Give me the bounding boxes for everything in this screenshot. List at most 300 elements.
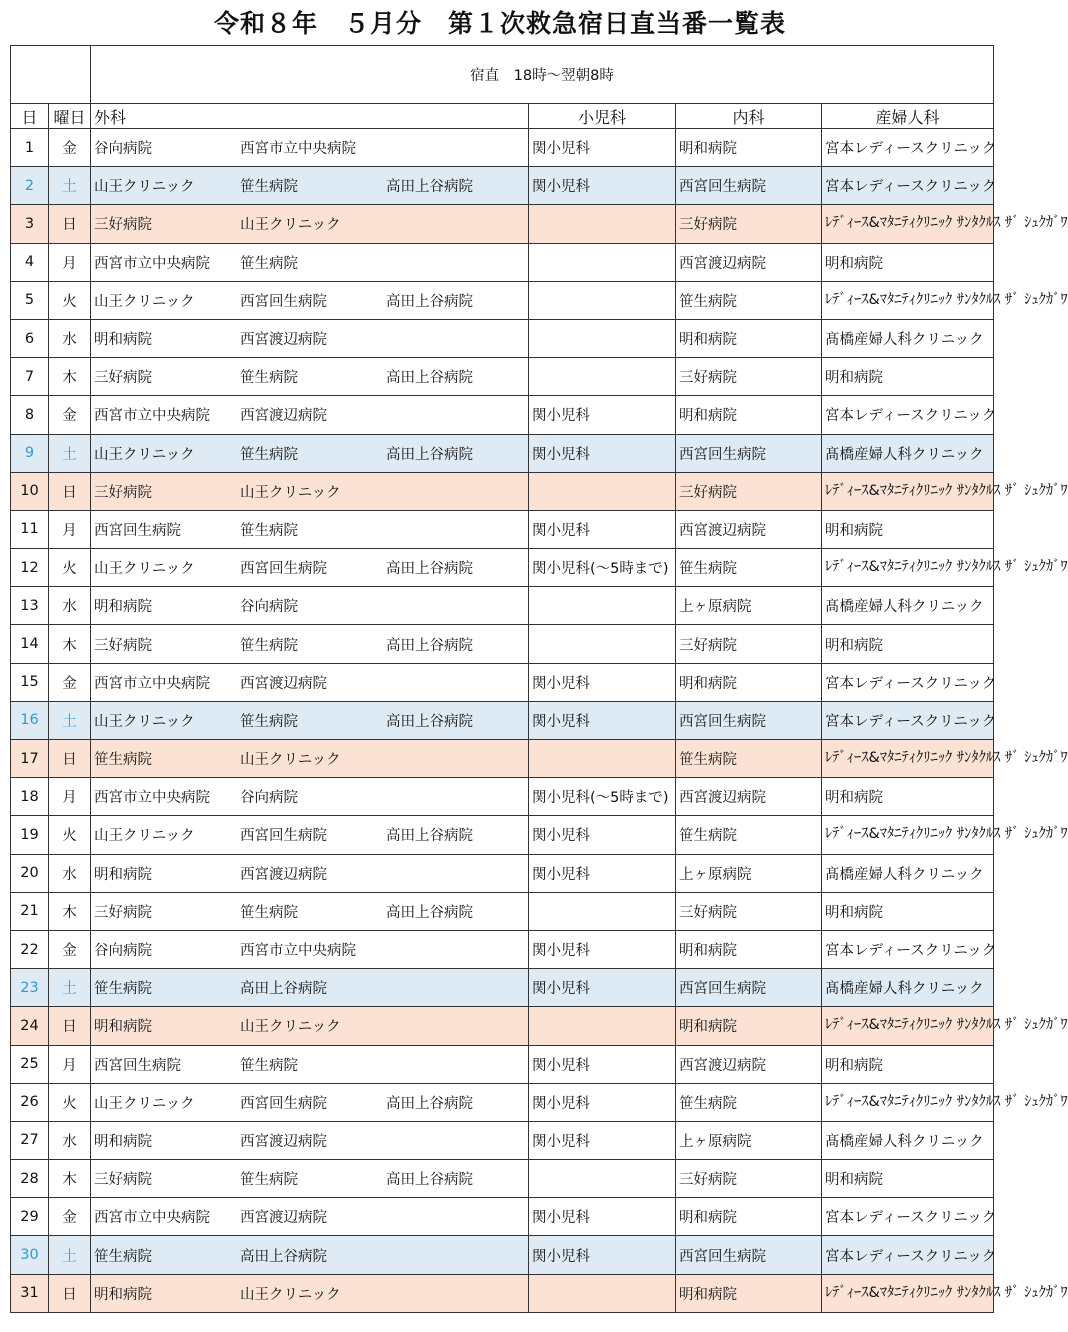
weekday-cell: 土 <box>49 434 91 472</box>
table-row <box>11 510 994 548</box>
surgery-cell <box>91 1198 529 1236</box>
surgery-hospital-1: 明和病院 <box>94 1019 152 1036</box>
surgery-cell <box>91 1121 529 1159</box>
obgyn-cell: 髙橋産婦人科クリニック <box>822 854 994 892</box>
weekday-cell: 月 <box>49 510 91 548</box>
internal-medicine-cell: 明和病院 <box>676 930 822 968</box>
weekday-cell: 日 <box>49 740 91 778</box>
header-row-banner <box>11 46 994 104</box>
surgery-cell <box>91 1045 529 1083</box>
surgery-hospital-1: 三好病院 <box>94 217 152 234</box>
internal-medicine-cell: 西宮回生病院 <box>676 969 822 1007</box>
pediatrics-cell: 関小児科 <box>529 129 676 167</box>
surgery-cell <box>91 281 529 319</box>
day-number-cell: 13 <box>11 587 49 625</box>
obgyn-cell: ﾚﾃﾞｨｰｽ&ﾏﾀﾆﾃｨｸﾘﾆｯｸ ｻﾝﾀｸﾙｽ ｻﾞ ｼｭｸｶﾞﾜ <box>822 1007 994 1045</box>
obgyn-cell: ﾚﾃﾞｨｰｽ&ﾏﾀﾆﾃｨｸﾘﾆｯｸ ｻﾝﾀｸﾙｽ ｻﾞ ｼｭｸｶﾞﾜ <box>822 281 994 319</box>
internal-medicine-cell: 西宮渡辺病院 <box>676 510 822 548</box>
surgery-hospital-1: 西宮回生病院 <box>94 522 181 539</box>
surgery-hospital-1: 西宮市立中央病院 <box>94 790 210 807</box>
table-row <box>11 396 994 434</box>
surgery-cell <box>91 663 529 701</box>
surgery-hospital-2: 山王クリニック <box>240 217 341 234</box>
obgyn-cell: 宮本レディースクリニック <box>822 1236 994 1274</box>
surgery-cell <box>91 1274 529 1312</box>
pediatrics-cell: 関小児科 <box>529 1083 676 1121</box>
day-number-cell: 8 <box>11 396 49 434</box>
day-number-cell: 9 <box>11 434 49 472</box>
weekday-cell: 木 <box>49 892 91 930</box>
table-row <box>11 205 994 243</box>
day-number-cell: 28 <box>11 1160 49 1198</box>
day-number-cell: 24 <box>11 1007 49 1045</box>
surgery-cell <box>91 167 529 205</box>
table-row <box>11 434 994 472</box>
obgyn-cell: 宮本レディースクリニック <box>822 663 994 701</box>
internal-medicine-cell: 笹生病院 <box>676 740 822 778</box>
day-number-cell: 11 <box>11 510 49 548</box>
obgyn-cell: 明和病院 <box>822 1045 994 1083</box>
weekday-cell: 金 <box>49 129 91 167</box>
obgyn-cell: ﾚﾃﾞｨｰｽ&ﾏﾀﾆﾃｨｸﾘﾆｯｸ ｻﾝﾀｸﾙｽ ｻﾞ ｼｭｸｶﾞﾜ <box>822 1274 994 1312</box>
pediatrics-cell: 関小児科 <box>529 663 676 701</box>
surgery-cell <box>91 1007 529 1045</box>
day-number-cell: 1 <box>11 129 49 167</box>
table-row <box>11 930 994 968</box>
weekday-cell: 金 <box>49 663 91 701</box>
surgery-hospital-2: 笹生病院 <box>240 1057 298 1074</box>
internal-medicine-cell: 西宮渡辺病院 <box>676 1045 822 1083</box>
surgery-hospital-3: 高田上谷病院 <box>386 713 473 730</box>
surgery-cell <box>91 1083 529 1121</box>
obgyn-cell: 明和病院 <box>822 358 994 396</box>
weekday-cell: 水 <box>49 1121 91 1159</box>
surgery-cell <box>91 778 529 816</box>
weekday-cell: 水 <box>49 854 91 892</box>
surgery-hospital-2: 山王クリニック <box>240 1286 341 1303</box>
surgery-hospital-3: 高田上谷病院 <box>386 1095 473 1112</box>
pediatrics-cell <box>529 281 676 319</box>
pediatrics-cell: 関小児科 <box>529 167 676 205</box>
surgery-cell <box>91 1236 529 1274</box>
surgery-hospital-3: 高田上谷病院 <box>386 904 473 921</box>
surgery-hospital-2: 山王クリニック <box>240 1019 341 1036</box>
obgyn-header: 産婦人科 <box>822 104 994 129</box>
surgery-hospital-2: 山王クリニック <box>240 752 341 769</box>
weekday-cell: 金 <box>49 1198 91 1236</box>
internal-medicine-header: 内科 <box>676 104 822 129</box>
surgery-cell <box>91 129 529 167</box>
surgery-hospital-1: 西宮市立中央病院 <box>94 675 210 692</box>
surgery-hospital-2: 山王クリニック <box>240 484 341 501</box>
surgery-hospital-2: 笹生病院 <box>240 522 298 539</box>
pediatrics-cell <box>529 892 676 930</box>
weekday-cell: 木 <box>49 1160 91 1198</box>
surgery-cell <box>91 625 529 663</box>
internal-medicine-cell: 三好病院 <box>676 358 822 396</box>
day-number-cell: 23 <box>11 969 49 1007</box>
table-row <box>11 816 994 854</box>
table-row <box>11 1236 994 1274</box>
surgery-hospital-2: 西宮渡辺病院 <box>240 866 327 883</box>
table-row <box>11 625 994 663</box>
obgyn-cell: 髙橋産婦人科クリニック <box>822 587 994 625</box>
pediatrics-cell <box>529 625 676 663</box>
surgery-hospital-2: 西宮回生病院 <box>240 561 327 578</box>
surgery-hospital-2: 笹生病院 <box>240 1172 298 1189</box>
surgery-hospital-1: 西宮回生病院 <box>94 1057 181 1074</box>
table-row <box>11 243 994 281</box>
weekday-cell: 月 <box>49 243 91 281</box>
surgery-hospital-3: 高田上谷病院 <box>386 179 473 196</box>
internal-medicine-cell: 明和病院 <box>676 1007 822 1045</box>
surgery-hospital-1: 西宮市立中央病院 <box>94 1210 210 1227</box>
table-row <box>11 1274 994 1312</box>
surgery-hospital-1: 三好病院 <box>94 904 152 921</box>
obgyn-cell: 明和病院 <box>822 1160 994 1198</box>
surgery-hospital-3: 高田上谷病院 <box>386 828 473 845</box>
internal-medicine-cell: 三好病院 <box>676 892 822 930</box>
internal-medicine-cell: 三好病院 <box>676 472 822 510</box>
day-number-cell: 7 <box>11 358 49 396</box>
day-number-cell: 5 <box>11 281 49 319</box>
night-duty-banner: 宿直 18時～翌朝8時 <box>91 46 994 104</box>
pediatrics-cell: 関小児科 <box>529 854 676 892</box>
internal-medicine-cell: 笹生病院 <box>676 281 822 319</box>
obgyn-cell: ﾚﾃﾞｨｰｽ&ﾏﾀﾆﾃｨｸﾘﾆｯｸ ｻﾝﾀｸﾙｽ ｻﾞ ｼｭｸｶﾞﾜ <box>822 205 994 243</box>
internal-medicine-cell: 明和病院 <box>676 396 822 434</box>
obgyn-cell: ﾚﾃﾞｨｰｽ&ﾏﾀﾆﾃｨｸﾘﾆｯｸ ｻﾝﾀｸﾙｽ ｻﾞ ｼｭｸｶﾞﾜ <box>822 472 994 510</box>
pediatrics-cell <box>529 243 676 281</box>
pediatrics-header: 小児科 <box>529 104 676 129</box>
pediatrics-cell <box>529 205 676 243</box>
surgery-hospital-2: 笹生病院 <box>240 637 298 654</box>
internal-medicine-cell: 三好病院 <box>676 625 822 663</box>
surgery-cell <box>91 510 529 548</box>
internal-medicine-cell: 西宮渡辺病院 <box>676 778 822 816</box>
surgery-hospital-1: 山王クリニック <box>94 293 195 310</box>
day-number-cell: 27 <box>11 1121 49 1159</box>
obgyn-cell: 明和病院 <box>822 510 994 548</box>
internal-medicine-cell: 西宮回生病院 <box>676 434 822 472</box>
weekday-cell: 火 <box>49 816 91 854</box>
surgery-hospital-2: 西宮渡辺病院 <box>240 675 327 692</box>
day-number-cell: 19 <box>11 816 49 854</box>
pediatrics-cell <box>529 319 676 357</box>
weekday-cell: 土 <box>49 701 91 739</box>
surgery-hospital-1: 明和病院 <box>94 599 152 616</box>
weekday-cell: 火 <box>49 549 91 587</box>
surgery-hospital-2: 笹生病院 <box>240 713 298 730</box>
surgery-hospital-2: 西宮回生病院 <box>240 828 327 845</box>
surgery-hospital-1: 山王クリニック <box>94 561 195 578</box>
surgery-hospital-1: 山王クリニック <box>94 713 195 730</box>
day-number-cell: 10 <box>11 472 49 510</box>
internal-medicine-cell: 上ヶ原病院 <box>676 1121 822 1159</box>
internal-medicine-cell: 西宮回生病院 <box>676 1236 822 1274</box>
day-number-cell: 31 <box>11 1274 49 1312</box>
internal-medicine-cell: 明和病院 <box>676 319 822 357</box>
pediatrics-cell <box>529 358 676 396</box>
pediatrics-cell: 関小児科 <box>529 434 676 472</box>
surgery-cell <box>91 472 529 510</box>
weekday-cell: 日 <box>49 1007 91 1045</box>
surgery-hospital-2: 笹生病院 <box>240 255 298 272</box>
day-number-cell: 21 <box>11 892 49 930</box>
obgyn-cell: 明和病院 <box>822 778 994 816</box>
table-row <box>11 663 994 701</box>
surgery-hospital-2: 谷向病院 <box>240 599 298 616</box>
table-row <box>11 1198 994 1236</box>
surgery-hospital-1: 谷向病院 <box>94 141 152 158</box>
table-row <box>11 1160 994 1198</box>
pediatrics-cell: 関小児科 <box>529 701 676 739</box>
table-row <box>11 1007 994 1045</box>
weekday-cell: 月 <box>49 1045 91 1083</box>
day-number-cell: 12 <box>11 549 49 587</box>
surgery-hospital-2: 高田上谷病院 <box>240 1248 327 1265</box>
surgery-cell <box>91 892 529 930</box>
surgery-hospital-2: 西宮渡辺病院 <box>240 1210 327 1227</box>
surgery-hospital-2: 笹生病院 <box>240 446 298 463</box>
obgyn-cell: 髙橋産婦人科クリニック <box>822 969 994 1007</box>
day-number-cell: 30 <box>11 1236 49 1274</box>
internal-medicine-cell: 明和病院 <box>676 129 822 167</box>
obgyn-cell: ﾚﾃﾞｨｰｽ&ﾏﾀﾆﾃｨｸﾘﾆｯｸ ｻﾝﾀｸﾙｽ ｻﾞ ｼｭｸｶﾞﾜ <box>822 549 994 587</box>
surgery-hospital-1: 明和病院 <box>94 332 152 349</box>
obgyn-cell: 宮本レディースクリニック <box>822 129 994 167</box>
table-row <box>11 587 994 625</box>
table-row <box>11 701 994 739</box>
table-row <box>11 281 994 319</box>
surgery-hospital-1: 笹生病院 <box>94 981 152 998</box>
obgyn-cell: 髙橋産婦人科クリニック <box>822 319 994 357</box>
obgyn-cell: 宮本レディースクリニック <box>822 167 994 205</box>
pediatrics-cell <box>529 587 676 625</box>
surgery-hospital-2: 西宮回生病院 <box>240 1095 327 1112</box>
obgyn-cell: 明和病院 <box>822 892 994 930</box>
surgery-cell <box>91 358 529 396</box>
weekday-cell: 日 <box>49 205 91 243</box>
surgery-hospital-1: 明和病院 <box>94 1133 152 1150</box>
day-number-cell: 16 <box>11 701 49 739</box>
day-number-cell: 6 <box>11 319 49 357</box>
surgery-cell <box>91 205 529 243</box>
table-row <box>11 1083 994 1121</box>
pediatrics-cell: 関小児科(～5時まで) <box>529 778 676 816</box>
internal-medicine-cell: 笹生病院 <box>676 816 822 854</box>
obgyn-cell: 宮本レディースクリニック <box>822 1198 994 1236</box>
surgery-hospital-2: 西宮市立中央病院 <box>240 141 356 158</box>
day-number-cell: 15 <box>11 663 49 701</box>
pediatrics-cell: 関小児科 <box>529 1121 676 1159</box>
surgery-hospital-2: 笹生病院 <box>240 179 298 196</box>
weekday-cell: 金 <box>49 930 91 968</box>
weekday-cell: 金 <box>49 396 91 434</box>
surgery-hospital-2: 笹生病院 <box>240 370 298 387</box>
pediatrics-cell: 関小児科(～5時まで) <box>529 549 676 587</box>
pediatrics-cell <box>529 740 676 778</box>
pediatrics-cell <box>529 1007 676 1045</box>
weekday-cell: 日 <box>49 1274 91 1312</box>
surgery-cell <box>91 740 529 778</box>
surgery-cell <box>91 587 529 625</box>
internal-medicine-cell: 西宮渡辺病院 <box>676 243 822 281</box>
surgery-cell <box>91 396 529 434</box>
obgyn-cell: 明和病院 <box>822 243 994 281</box>
surgery-hospital-2: 高田上谷病院 <box>240 981 327 998</box>
day-number-cell: 4 <box>11 243 49 281</box>
day-number-cell: 20 <box>11 854 49 892</box>
pediatrics-cell: 関小児科 <box>529 1198 676 1236</box>
day-number-cell: 18 <box>11 778 49 816</box>
surgery-cell <box>91 434 529 472</box>
pediatrics-cell: 関小児科 <box>529 930 676 968</box>
surgery-hospital-3: 高田上谷病院 <box>386 370 473 387</box>
surgery-hospital-1: 山王クリニック <box>94 179 195 196</box>
surgery-cell <box>91 243 529 281</box>
surgery-hospital-1: 笹生病院 <box>94 1248 152 1265</box>
surgery-hospital-2: 西宮回生病院 <box>240 293 327 310</box>
day-number-cell: 29 <box>11 1198 49 1236</box>
pediatrics-cell <box>529 1160 676 1198</box>
pediatrics-cell: 関小児科 <box>529 1236 676 1274</box>
obgyn-cell: 髙橋産婦人科クリニック <box>822 1121 994 1159</box>
surgery-cell <box>91 701 529 739</box>
schedule-body <box>11 46 1068 1313</box>
surgery-hospital-1: 笹生病院 <box>94 752 152 769</box>
day-number-cell: 17 <box>11 740 49 778</box>
table-row <box>11 129 994 167</box>
weekday-cell: 木 <box>49 625 91 663</box>
obgyn-cell: ﾚﾃﾞｨｰｽ&ﾏﾀﾆﾃｨｸﾘﾆｯｸ ｻﾝﾀｸﾙｽ ｻﾞ ｼｭｸｶﾞﾜ <box>822 1083 994 1121</box>
surgery-hospital-1: 西宮市立中央病院 <box>94 255 210 272</box>
weekday-cell: 土 <box>49 969 91 1007</box>
pediatrics-cell: 関小児科 <box>529 510 676 548</box>
table-row <box>11 358 994 396</box>
day-number-cell: 26 <box>11 1083 49 1121</box>
pediatrics-cell: 関小児科 <box>529 396 676 434</box>
day-number-cell: 14 <box>11 625 49 663</box>
internal-medicine-cell: 西宮回生病院 <box>676 167 822 205</box>
weekday-cell: 水 <box>49 319 91 357</box>
surgery-hospital-3: 高田上谷病院 <box>386 1172 473 1189</box>
internal-medicine-cell: 三好病院 <box>676 205 822 243</box>
day-number-cell: 3 <box>11 205 49 243</box>
weekday-cell: 日 <box>49 472 91 510</box>
weekday-cell: 木 <box>49 358 91 396</box>
surgery-hospital-1: 三好病院 <box>94 1172 152 1189</box>
surgery-hospital-2: 西宮渡辺病院 <box>240 332 327 349</box>
day-header: 日 <box>11 104 49 129</box>
table-row <box>11 854 994 892</box>
internal-medicine-cell: 三好病院 <box>676 1160 822 1198</box>
surgery-hospital-2: 西宮渡辺病院 <box>240 408 327 425</box>
table-row <box>11 167 994 205</box>
surgery-hospital-1: 山王クリニック <box>94 1095 195 1112</box>
surgery-hospital-1: 三好病院 <box>94 484 152 501</box>
table-row <box>11 549 994 587</box>
internal-medicine-cell: 明和病院 <box>676 1274 822 1312</box>
obgyn-cell: ﾚﾃﾞｨｰｽ&ﾏﾀﾆﾃｨｸﾘﾆｯｸ ｻﾝﾀｸﾙｽ ｻﾞ ｼｭｸｶﾞﾜ <box>822 816 994 854</box>
surgery-hospital-1: 三好病院 <box>94 637 152 654</box>
header-corner-cell <box>11 46 91 104</box>
surgery-cell <box>91 549 529 587</box>
obgyn-cell: 髙橋産婦人科クリニック <box>822 434 994 472</box>
surgery-hospital-3: 高田上谷病院 <box>386 637 473 654</box>
internal-medicine-cell: 明和病院 <box>676 663 822 701</box>
surgery-hospital-2: 西宮市立中央病院 <box>240 943 356 960</box>
pediatrics-cell: 関小児科 <box>529 1045 676 1083</box>
pediatrics-cell: 関小児科 <box>529 816 676 854</box>
obgyn-cell: 宮本レディースクリニック <box>822 701 994 739</box>
surgery-hospital-3: 高田上谷病院 <box>386 293 473 310</box>
weekday-cell: 水 <box>49 587 91 625</box>
surgery-hospital-1: 山王クリニック <box>94 446 195 463</box>
obgyn-cell: 宮本レディースクリニック <box>822 930 994 968</box>
table-row <box>11 778 994 816</box>
table-row <box>11 472 994 510</box>
obgyn-cell: ﾚﾃﾞｨｰｽ&ﾏﾀﾆﾃｨｸﾘﾆｯｸ ｻﾝﾀｸﾙｽ ｻﾞ ｼｭｸｶﾞﾜ <box>822 740 994 778</box>
table-row <box>11 969 994 1007</box>
weekday-cell: 月 <box>49 778 91 816</box>
weekday-cell: 火 <box>49 1083 91 1121</box>
surgery-hospital-1: 谷向病院 <box>94 943 152 960</box>
surgery-cell <box>91 969 529 1007</box>
table-row <box>11 740 994 778</box>
pediatrics-cell <box>529 1274 676 1312</box>
header-row-departments <box>11 104 994 129</box>
surgery-hospital-3: 高田上谷病院 <box>386 561 473 578</box>
internal-medicine-cell: 笹生病院 <box>676 549 822 587</box>
weekday-cell: 火 <box>49 281 91 319</box>
internal-medicine-cell: 上ヶ原病院 <box>676 854 822 892</box>
internal-medicine-cell: 西宮回生病院 <box>676 701 822 739</box>
surgery-cell <box>91 854 529 892</box>
day-number-cell: 2 <box>11 167 49 205</box>
day-number-cell: 25 <box>11 1045 49 1083</box>
obgyn-cell: 明和病院 <box>822 625 994 663</box>
table-row <box>11 1045 994 1083</box>
surgery-hospital-1: 明和病院 <box>94 866 152 883</box>
surgery-hospital-1: 西宮市立中央病院 <box>94 408 210 425</box>
weekday-cell: 土 <box>49 167 91 205</box>
table-row <box>11 1121 994 1159</box>
surgery-cell <box>91 319 529 357</box>
table-row <box>11 892 994 930</box>
surgery-hospital-1: 三好病院 <box>94 370 152 387</box>
obgyn-cell: 宮本レディースクリニック <box>822 396 994 434</box>
surgery-header: 外科 <box>91 104 529 129</box>
surgery-hospital-2: 笹生病院 <box>240 904 298 921</box>
page-title: 令和８年 ５月分 第１次救急宿日直当番一覧表 <box>213 9 786 38</box>
weekday-cell: 土 <box>49 1236 91 1274</box>
surgery-cell <box>91 1160 529 1198</box>
internal-medicine-cell: 笹生病院 <box>676 1083 822 1121</box>
surgery-hospital-2: 谷向病院 <box>240 790 298 807</box>
surgery-hospital-3: 高田上谷病院 <box>386 446 473 463</box>
table-row <box>11 319 994 357</box>
surgery-cell <box>91 930 529 968</box>
internal-medicine-cell: 明和病院 <box>676 1198 822 1236</box>
weekday-header: 曜日 <box>49 104 91 129</box>
surgery-hospital-1: 山王クリニック <box>94 828 195 845</box>
surgery-hospital-2: 西宮渡辺病院 <box>240 1133 327 1150</box>
duty-schedule-table <box>10 45 1068 1313</box>
pediatrics-cell <box>529 472 676 510</box>
surgery-cell <box>91 816 529 854</box>
pediatrics-cell: 関小児科 <box>529 969 676 1007</box>
